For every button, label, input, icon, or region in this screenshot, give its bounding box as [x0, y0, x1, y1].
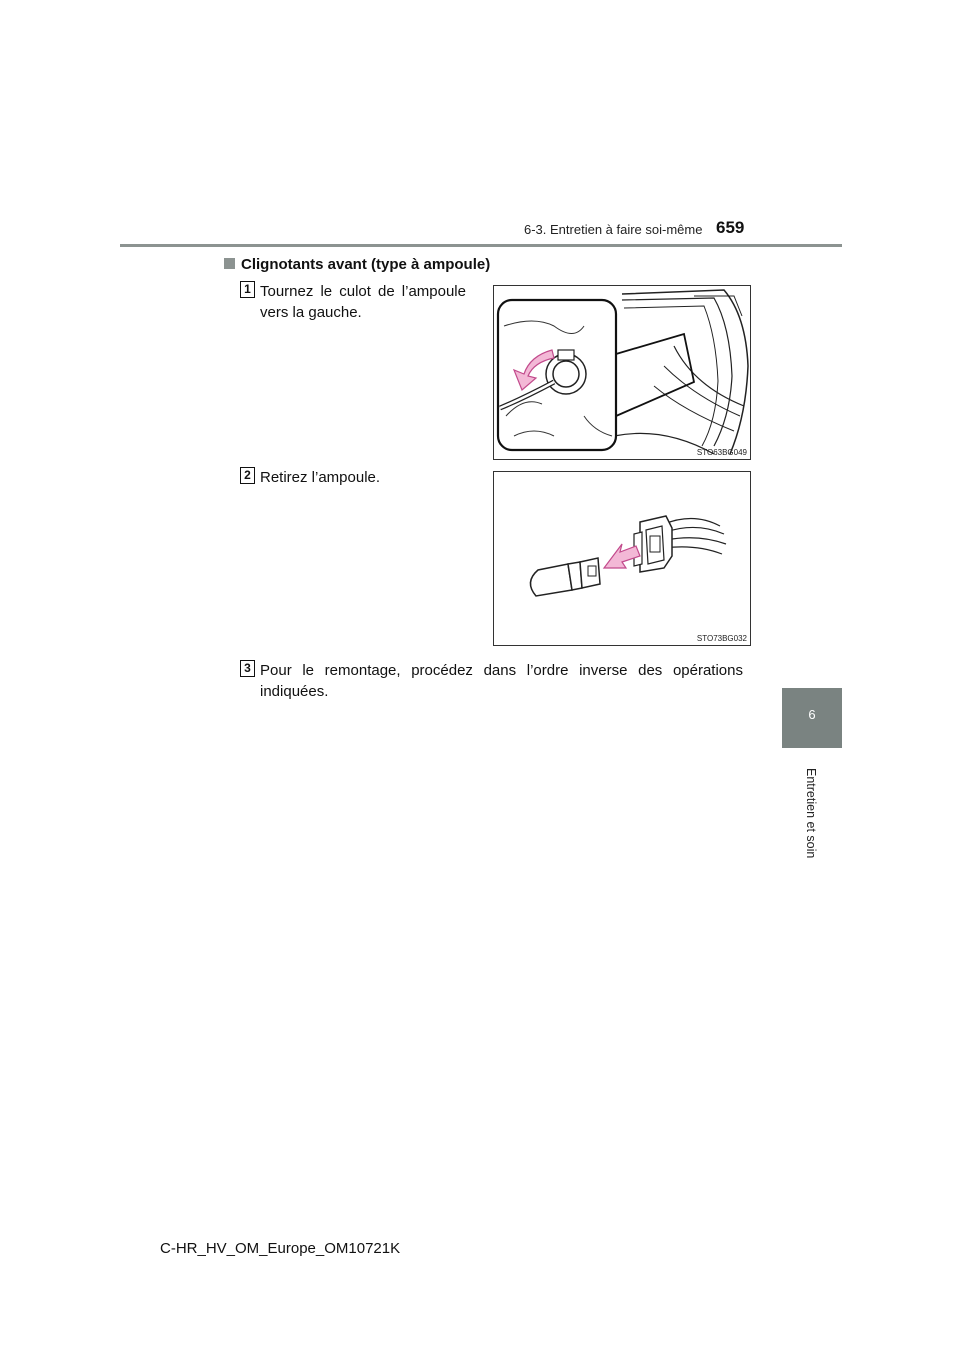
step-3-text: Pour le remontage, procédez dans l’ordre inverse des opérations indiquées. — [260, 662, 743, 700]
bulb-socket-illustration — [494, 472, 750, 645]
step-1-line-1: Tournez le culot de l’ampoule — [260, 283, 466, 300]
chapter-number: 6 — [808, 707, 816, 722]
figure-remove-bulb — [493, 471, 751, 646]
figure-1-code: STO63BG049 — [696, 448, 747, 457]
section-header: 6-3. Entretien à faire soi-même — [524, 222, 703, 237]
square-bullet-icon — [224, 258, 235, 269]
step-1-badge: 1 — [240, 281, 255, 298]
step-2-badge: 2 — [240, 467, 255, 484]
headlamp-illustration — [494, 286, 750, 459]
figure-2-code: STO73BG032 — [696, 634, 747, 643]
chapter-label: Entretien et soin — [804, 768, 818, 859]
document-id: C-HR_HV_OM_Europe_OM10721K — [160, 1240, 401, 1257]
figure-turn-bulb-base — [493, 285, 751, 460]
step-2-text: Retirez l’ampoule. — [260, 469, 381, 486]
header-divider — [120, 244, 842, 247]
section-title-text: Clignotants avant (type à ampoule) — [241, 256, 491, 273]
step-3-badge: 3 — [240, 660, 255, 677]
chapter-tab[interactable] — [782, 688, 842, 748]
step-1-line-2: vers la gauche. — [260, 304, 362, 321]
step-1-text — [260, 281, 466, 323]
page-number: 659 — [716, 218, 745, 237]
section-title — [224, 256, 490, 273]
